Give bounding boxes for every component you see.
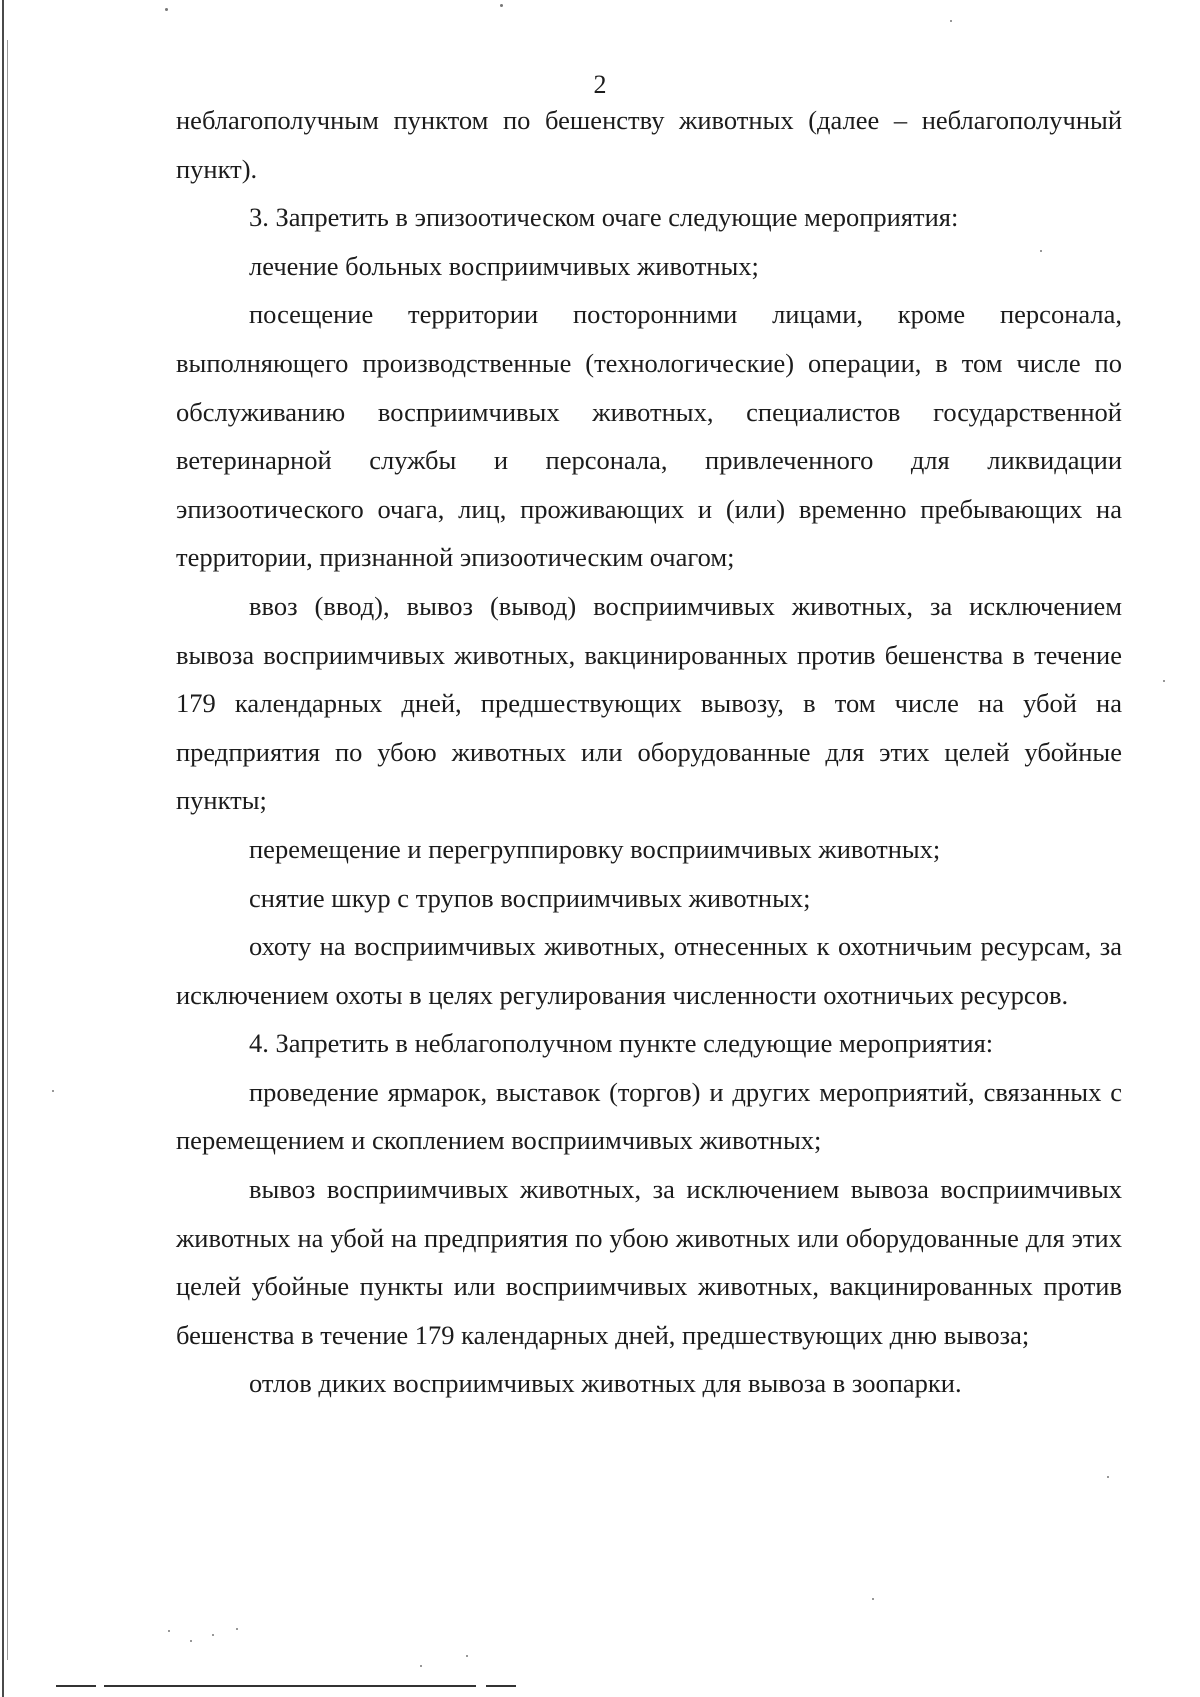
paragraph-skinning: снятие шкур с трупов восприимчивых животных; [249,882,811,913]
scan-speck [420,1665,422,1667]
scan-speck [1040,250,1042,252]
scan-speck [236,1628,238,1630]
scan-speck [168,1630,170,1632]
paragraph-item-3-heading: 3. Запретить в эпизоотическом очаге следующие мероприятия: [249,202,959,233]
paragraph-export: вывоз восприимчивых животных, за исключением вывоза восприимчивых животных на убой на предприятия по убою животных или оборудованные для этих целей убойные пункты или восприимчивых животных, вакцинированных против бешенства в течение 179 календарных дней, предшествующих дню вывоза; [176,1174,1122,1350]
scan-speck [190,1640,192,1642]
paragraph-import-export: ввоз (ввод), вывоз (вывод) восприимчивых животных, за исключением вывоза восприимчивых животных, вакцинированных против бешенства в течение 179 календарных дней, предшествующих вывозу, в том числе на убой на предприятия по убою животных или оборудованные для этих целей убойные пункты; [176,590,1122,816]
scan-speck [165,8,168,11]
footer-rule [56,1685,516,1687]
paragraph-hunting: охоту на восприимчивых животных, отнесенных к охотничьим ресурсам, за исключением охоты в целях регулирования численности охотничьих ресурсов. [176,931,1122,1010]
scan-speck [212,1634,214,1636]
scan-speck [1107,1476,1109,1478]
scan-speck [872,1598,874,1600]
paragraph-treatment: лечение больных восприимчивых животных; [249,250,759,281]
document-body [176,96,1122,1408]
paragraph-visiting: посещение территории посторонними лицами, кроме персонала, выполняющего производственные (технологические) операции, в том числе по обслуживанию восприимчивых животных, специалистов государственной ветеринарной службы и персонала, привлеченного для ликвидации эпизоотического очага, лиц, проживающих и (или) временно пребывающих на территории, признанной эпизоотическим очагом; [176,299,1122,573]
scan-speck [52,1090,54,1092]
scan-speck [500,4,503,7]
page-number: 2 [593,70,607,99]
paragraph-continuation: неблагополучным пунктом по бешенству животных (далее – неблагополучный пункт). [176,105,1122,184]
scan-speck [1163,680,1165,682]
paragraph-fairs: проведение ярмарок, выставок (торгов) и других мероприятий, связанных с перемещением и скоплением восприимчивых животных; [176,1076,1122,1156]
scan-speck [466,1655,468,1657]
scan-speck [950,20,952,22]
paragraph-capture: отлов диких восприимчивых животных для вывоза в зоопарки. [249,1368,962,1399]
paragraph-regrouping: перемещение и перегруппировку восприимчивых животных; [249,833,941,864]
paragraph-item-4-heading: 4. Запретить в неблагополучном пункте следующие мероприятия: [249,1028,994,1059]
scan-edge-line-inner [7,40,8,1660]
scan-edge-line [2,0,4,1697]
